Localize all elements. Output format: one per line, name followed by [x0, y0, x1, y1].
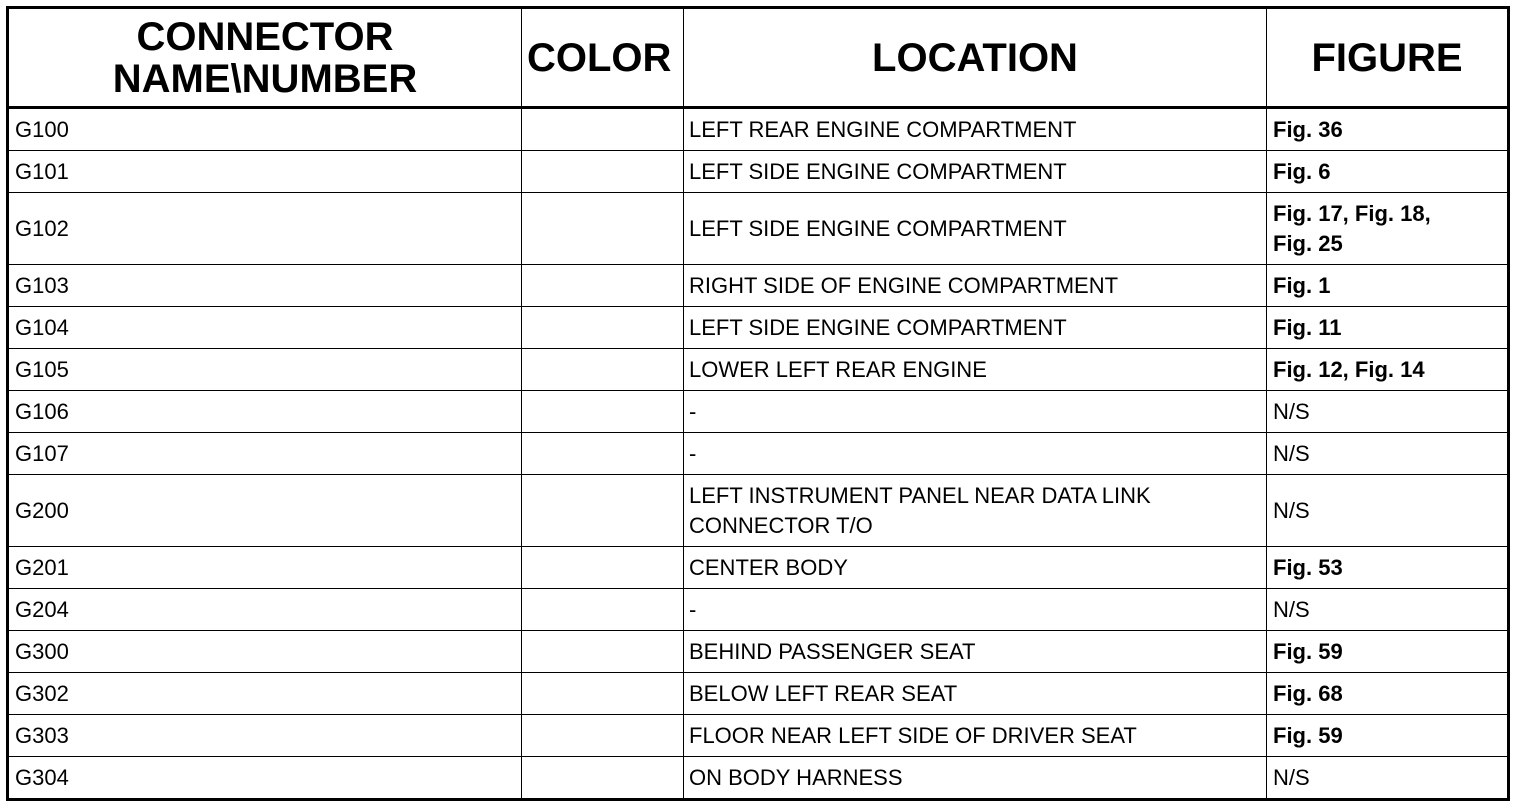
color-cell — [522, 715, 684, 757]
figure-cell: N/S — [1267, 391, 1509, 433]
figure-cell: N/S — [1267, 757, 1509, 800]
header-color: COLOR — [522, 8, 684, 108]
connector-cell: G104 — [8, 307, 522, 349]
connector-cell: G302 — [8, 673, 522, 715]
location-cell: LEFT SIDE ENGINE COMPARTMENT — [684, 193, 1267, 265]
connector-cell: G107 — [8, 433, 522, 475]
color-cell — [522, 757, 684, 800]
table-row — [8, 589, 1509, 631]
header-connector — [8, 8, 522, 108]
table-row — [8, 391, 1509, 433]
location-cell: ON BODY HARNESS — [684, 757, 1267, 800]
color-cell — [522, 307, 684, 349]
connector-cell: G102 — [8, 193, 522, 265]
color-cell — [522, 433, 684, 475]
table-header — [8, 8, 1509, 108]
figure-cell: N/S — [1267, 433, 1509, 475]
location-cell: LEFT REAR ENGINE COMPARTMENT — [684, 108, 1267, 151]
figure-cell: Fig. 36 — [1267, 108, 1509, 151]
connector-cell: G303 — [8, 715, 522, 757]
location-cell: - — [684, 433, 1267, 475]
table-row — [8, 151, 1509, 193]
location-cell: BELOW LEFT REAR SEAT — [684, 673, 1267, 715]
table-row — [8, 757, 1509, 800]
figure-cell: Fig. 59 — [1267, 631, 1509, 673]
table-body — [8, 108, 1509, 800]
color-cell — [522, 547, 684, 589]
figure-line1: Fig. 17, Fig. 18, — [1273, 200, 1431, 226]
location-cell: - — [684, 391, 1267, 433]
connector-cell: G304 — [8, 757, 522, 800]
location-line2: CONNECTOR T/O — [689, 512, 873, 538]
location-cell: - — [684, 589, 1267, 631]
connector-cell: G105 — [8, 349, 522, 391]
header-figure: FIGURE — [1267, 8, 1509, 108]
location-cell: CENTER BODY — [684, 547, 1267, 589]
connector-cell: G201 — [8, 547, 522, 589]
color-cell — [522, 349, 684, 391]
color-cell — [522, 589, 684, 631]
location-cell: FLOOR NEAR LEFT SIDE OF DRIVER SEAT — [684, 715, 1267, 757]
figure-cell: Fig. 59 — [1267, 715, 1509, 757]
figure-cell: N/S — [1267, 475, 1509, 547]
figure-cell: Fig. 53 — [1267, 547, 1509, 589]
connector-table — [6, 6, 1510, 801]
connector-cell: G200 — [8, 475, 522, 547]
header-location: LOCATION — [684, 8, 1267, 108]
figure-cell: Fig. 11 — [1267, 307, 1509, 349]
figure-cell: Fig. 1 — [1267, 265, 1509, 307]
location-cell: LEFT SIDE ENGINE COMPARTMENT — [684, 151, 1267, 193]
table-row — [8, 349, 1509, 391]
figure-cell: Fig. 12, Fig. 14 — [1267, 349, 1509, 391]
table-row — [8, 715, 1509, 757]
color-cell — [522, 151, 684, 193]
location-line1: LEFT INSTRUMENT PANEL NEAR DATA LINK — [689, 482, 1151, 508]
table-row — [8, 193, 1509, 265]
figure-cell: Fig. 6 — [1267, 151, 1509, 193]
table-row — [8, 265, 1509, 307]
table-row — [8, 631, 1509, 673]
figure-cell: Fig. 68 — [1267, 673, 1509, 715]
connector-cell: G300 — [8, 631, 522, 673]
color-cell — [522, 193, 684, 265]
table-row — [8, 108, 1509, 151]
header-connector-line2: NAME\NUMBER — [112, 56, 418, 101]
connector-cell: G103 — [8, 265, 522, 307]
color-cell — [522, 108, 684, 151]
color-cell — [522, 391, 684, 433]
location-cell: RIGHT SIDE OF ENGINE COMPARTMENT — [684, 265, 1267, 307]
location-cell: LEFT SIDE ENGINE COMPARTMENT — [684, 307, 1267, 349]
color-cell — [522, 631, 684, 673]
color-cell — [522, 673, 684, 715]
location-cell: LOWER LEFT REAR ENGINE — [684, 349, 1267, 391]
table-row — [8, 307, 1509, 349]
connector-cell: G204 — [8, 589, 522, 631]
connector-cell: G100 — [8, 108, 522, 151]
connector-cell: G101 — [8, 151, 522, 193]
location-cell — [684, 475, 1267, 547]
color-cell — [522, 475, 684, 547]
location-cell: BEHIND PASSENGER SEAT — [684, 631, 1267, 673]
table-row — [8, 433, 1509, 475]
header-row — [8, 8, 1509, 108]
connector-cell: G106 — [8, 391, 522, 433]
table-row — [8, 673, 1509, 715]
figure-cell — [1267, 193, 1509, 265]
figure-cell: N/S — [1267, 589, 1509, 631]
table-row — [8, 547, 1509, 589]
color-cell — [522, 265, 684, 307]
figure-line2: Fig. 25 — [1273, 230, 1343, 256]
table-row — [8, 475, 1509, 547]
header-connector-line1: CONNECTOR — [136, 14, 394, 59]
